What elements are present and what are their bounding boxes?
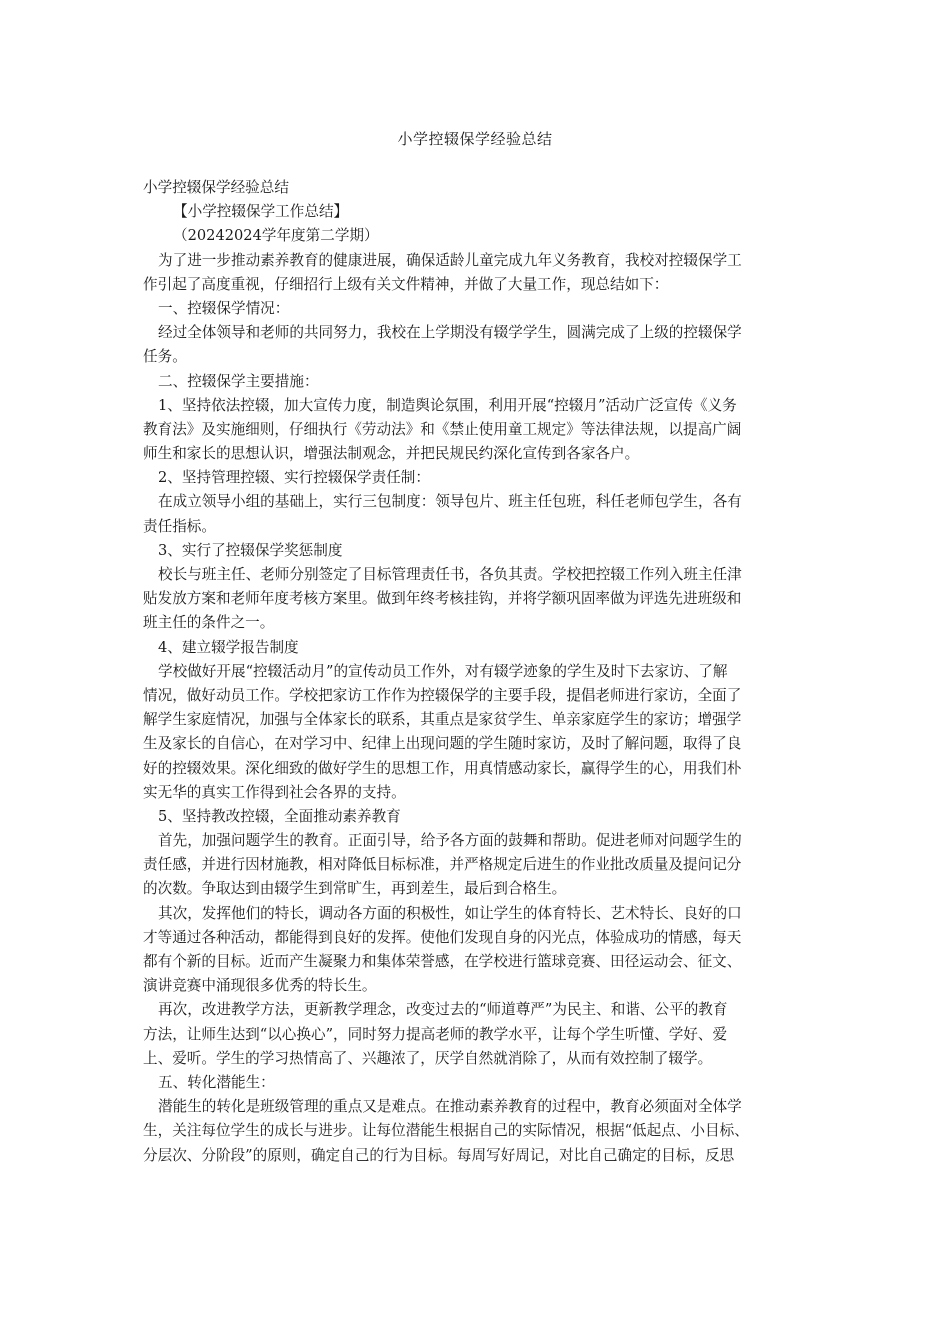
paragraph-line: 贴发放方案和老师年度考核方案里。做到年终考核挂钩，并将学额巩固率做为评选先进班级和 <box>143 590 742 608</box>
paragraph-line: 1、坚持依法控辍，加大宣传力度，制造舆论氛围，利用开展“控辍月”活动广泛宣传《义务 <box>158 396 737 414</box>
paragraph-line: 任务。 <box>143 348 187 366</box>
paragraph-line: 经过全体领导和老师的共同努力，我校在上学期没有辍学学生，圆满完成了上级的控辍保学 <box>158 324 742 342</box>
paragraph-line: 班主任的条件之一。 <box>143 614 275 632</box>
document-title: 小学控辍保学经验总结 <box>397 130 553 148</box>
paragraph-line: 师生和家长的思想认识，增强法制观念，并把民规民约深化宣传到各家各户。 <box>143 445 640 463</box>
paragraph-line: 学校做好开展“控辍活动月”的宣传动员工作外，对有辍学迹象的学生及时下去家访、了解 <box>158 662 728 680</box>
paragraph-line: 上、爱听。学生的学习热情高了、兴趣浓了，厌学自然就消除了，从而有效控制了辍学。 <box>143 1049 713 1067</box>
paragraph-line: 责任感，并进行因材施教，相对降低目标标准，并严格规定后进生的作业批改质量及提问记分 <box>143 856 742 874</box>
paragraph-line: 5、坚持教改控辍，全面推动素养教育 <box>158 807 401 825</box>
paragraph-line: 再次，改进教学方法，更新教学理念，改变过去的“师道尊严”为民主、和谐、公平的教育 <box>158 1001 728 1019</box>
paragraph-line: 其次，发挥他们的特长，调动各方面的积极性，如让学生的体育特长、艺术特长、良好的口 <box>158 904 742 922</box>
paragraph-line: 分层次、分阶段”的原则，确定自己的行为目标。每周写好周记，对比自己确定的目标，反思 <box>143 1146 735 1164</box>
paragraph-line: 2、坚持管理控辍、实行控辍保学责任制： <box>158 469 430 487</box>
paragraph-line: 的次数。争取达到由辍学生到常旷生，再到差生，最后到合格生。 <box>143 880 567 898</box>
paragraph-line: 责任指标。 <box>143 517 216 535</box>
paragraph-line: 首先，加强问题学生的教育。正面引导，给予各方面的鼓舞和帮助。促进老师对问题学生的 <box>158 832 742 850</box>
paragraph-line: 为了进一步推动素养教育的健康进展，确保适龄儿童完成九年义务教育，我校对控辍保学工 <box>158 251 742 269</box>
paragraph-line: 方法，让师生达到“以心换心”，同时努力提高老师的教学水平，让每个学生听懂、学好、爱 <box>143 1025 728 1043</box>
paragraph-line: 校长与班主任、老师分别签定了目标管理责任书，各负其责。学校把控辍工作列入班主任津 <box>158 566 742 583</box>
paragraph-line: 4、建立辍学报告制度 <box>158 638 299 656</box>
paragraph-line: 五、转化潜能生： <box>158 1073 275 1091</box>
paragraph-line: 在成立领导小组的基础上，实行三包制度：领导包片、班主任包班，科任老师包学生，各有 <box>158 493 742 511</box>
paragraph-line: 潜能生的转化是班级管理的重点又是难点。在推动素养教育的过程中，教育必须面对全体学 <box>158 1098 742 1116</box>
paragraph-line: 才等通过各种活动，都能得到良好的发挥。使他们发现自身的闪光点，体验成功的情感，每天 <box>143 928 742 946</box>
paragraph-line: 好的控辍效果。深化细致的做好学生的思想工作，用真情感动家长，赢得学生的心，用我们朴 <box>143 759 742 777</box>
paragraph-line: 二、控辍保学主要措施： <box>158 372 319 390</box>
paragraph-line: 小学控辍保学经验总结 <box>143 179 289 196</box>
paragraph-line: 解学生家庭情况，加强与全体家长的联系，其重点是家贫学生、单亲家庭学生的家访；增强学 <box>143 711 742 729</box>
paragraph-line: 一、控辍保学情况： <box>158 299 290 317</box>
paragraph-line: 都有个新的目标。近而产生凝聚力和集体荣誉感，在学校进行篮球竞赛、田径运动会、征文、 <box>143 953 742 970</box>
paragraph-line: 教育法》及实施细则，仔细执行《劳动法》和《禁止使用童工规定》等法律法规，以提高广阔 <box>143 420 742 438</box>
paragraph-line: 作引起了高度重视，仔细招行上级有关文件精神，并做了大量工作，现总结如下： <box>143 275 669 293</box>
document-body <box>143 176 809 1168</box>
paragraph-line: （20242024学年度第二学期） <box>173 227 379 245</box>
paragraph-line: 3、实行了控辍保学奖惩制度 <box>158 541 343 559</box>
paragraph-line: 生，关注每位学生的成长与进步。让每位潜能生根据自己的实际情况，根据“低起点、小目标、 <box>143 1122 749 1140</box>
paragraph-line: 【小学控辍保学工作总结】 <box>173 203 349 221</box>
paragraph-line: 实无华的真实工作得到社会各界的支持。 <box>143 783 406 801</box>
paragraph-line: 情况，做好动员工作。学校把家访工作作为控辍保学的主要手段，提倡老师进行家访，全面了 <box>143 686 742 704</box>
paragraph-line: 生及家长的自信心，在对学习中、纪律上出现问题的学生随时家访，及时了解问题，取得了良 <box>143 735 742 753</box>
paragraph-line: 演讲竞赛中涌现很多优秀的特长生。 <box>143 977 377 995</box>
